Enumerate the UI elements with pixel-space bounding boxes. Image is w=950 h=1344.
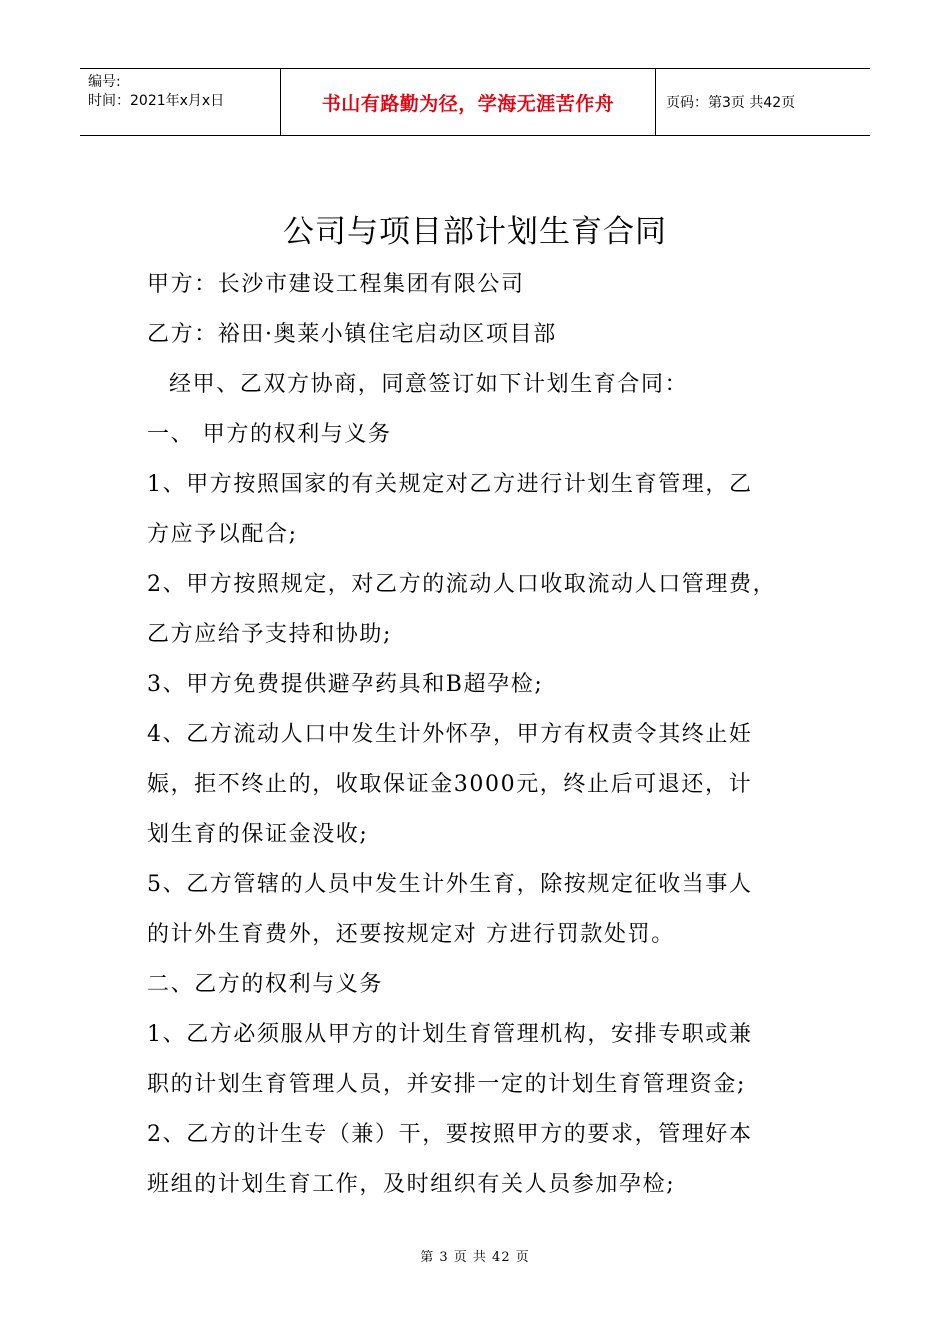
body-line: 4、乙方流动人口中发生计外怀孕，甲方有权责令其终止妊 [147,722,753,747]
header-meta-cell [80,69,281,135]
document-date-label: 时间：2021年x月x日 [88,93,225,109]
body-line: 2、乙方的计生专（兼）干，要按照甲方的要求，管理好本 [147,1122,753,1147]
body-line: 方应予以配合; [147,522,298,547]
body-line: 3、甲方免费提供避孕药具和B超孕检; [147,672,544,697]
header-slogan-cell [281,69,656,135]
body-line: 的计外生育费外，还要按规定对 方进行罚款处罚。 [147,922,675,947]
document-number-label: 编号: [88,74,121,90]
section-heading: 一、 甲方的权利与义务 [147,422,392,447]
intro-line: 经甲、乙双方协商，同意签订如下计划生育合同： [169,372,689,397]
header-page-cell [656,69,870,135]
header-page-label: 页码：第3页 共42页 [666,95,796,111]
contract-body [147,265,827,1215]
body-line: 职的计划生育管理人员，并安排一定的计划生育管理资金; [147,1072,747,1097]
body-line: 1、乙方必须服从甲方的计划生育管理机构，安排专职或兼 [147,1022,753,1047]
body-line: 2、甲方按照规定，对乙方的流动人口收取流动人口管理费， [147,572,777,597]
header-slogan: 书山有路勤为径，学海无涯苦作舟 [321,92,615,115]
party-b-line: 乙方：裕田·奥莱小镇住宅启动区项目部 [147,322,557,347]
body-line: 划生育的保证金没收; [147,822,369,847]
body-line: 娠，拒不终止的，收取保证金3000元，终止后可退还，计 [147,772,753,797]
body-line: 班组的计划生育工作，及时组织有关人员参加孕检; [147,1172,676,1197]
body-line: 5、乙方管辖的人员中发生计外生育，除按规定征收当事人 [147,872,753,897]
body-line: 1、甲方按照国家的有关规定对乙方进行计划生育管理，乙 [147,472,753,497]
party-a-line: 甲方：长沙市建设工程集团有限公司 [147,272,525,297]
page-footer: 第 3 页 共 42 页 [420,1250,530,1265]
body-line: 乙方应给予支持和协助; [147,622,393,647]
page-title: 公司与项目部计划生育合同 [283,214,667,250]
header-table [80,68,870,136]
section-heading: 二、乙方的权利与义务 [147,972,384,997]
